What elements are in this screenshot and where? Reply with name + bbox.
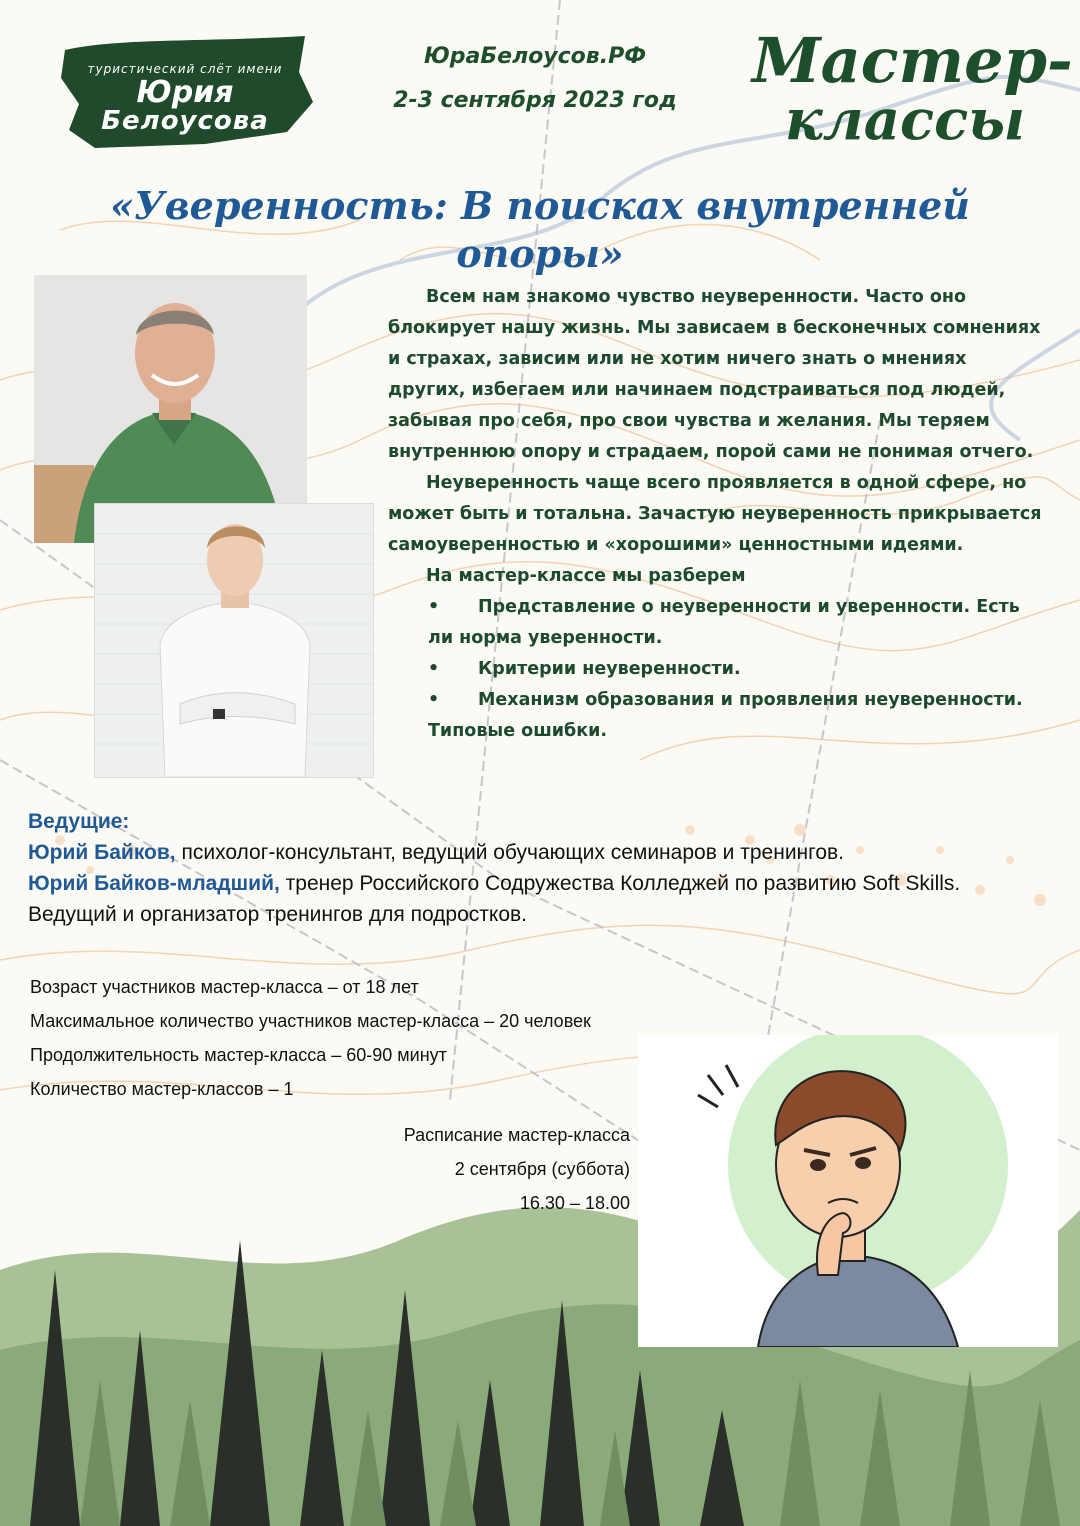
logo (60, 40, 310, 134)
host-1-name: Юрий Байков, (28, 841, 176, 864)
logo-name-first: Юрия (136, 75, 234, 110)
host-1 (28, 837, 1048, 868)
hosts-label: Ведущие: (28, 810, 130, 833)
count-info: Количество мастер-классов – 1 (30, 1079, 294, 1099)
list-item-text: Механизм образования и проявления неуверенности. Типовые ошибки. (428, 690, 1023, 741)
list-item-text: Представление о неуверенности и уверенности. Есть ли норма уверенности. (428, 597, 1020, 648)
host-2 (28, 868, 1048, 930)
description-paragraph-3: На мастер-классе мы разберем (426, 566, 746, 586)
schedule-date: 2 сентября (суббота) (454, 1159, 630, 1179)
description-paragraph-1: Всем нам знакомо чувство неуверенности. Часто оно блокирует нашу жизнь. Мы зависаем в бесконечных сомнениях и страхах, зависим или не хотим ничего знать о мнениях других, избегаем или начинаем подстраиваться под людей, забывая про себя, про свои чувства и желания. Мы теряем внутреннюю опору и страдаем, порой сами не понимая отчего. (388, 287, 1041, 462)
page-title: «Уверенность: В поисках внутренней опоры» (110, 183, 970, 276)
list-item (388, 685, 1048, 747)
bullet-mark: • (428, 659, 440, 679)
schedule-time: 16.30 – 18.00 (519, 1193, 630, 1213)
event-dates: 2-3 сентября 2023 год (393, 88, 677, 113)
logo-name-last: Белоусова (101, 106, 269, 136)
max-participants-info: Максимальное количество участников мастер-класса – 20 человек (30, 1011, 591, 1031)
list-item (388, 654, 1048, 685)
logo-subtitle: туристический слёт имени (87, 62, 283, 76)
badge-line2: классы (784, 87, 1026, 153)
description-paragraph-2: Неуверенность чаще всего проявляется в одной сфере, но может быть и тотальна. Зачастую неуверенность прикрывается самоуверенностью и «хорошими» ценностными идеями. (388, 473, 1042, 555)
host-2-name: Юрий Байков-младший, (28, 872, 280, 895)
schedule (340, 1118, 630, 1220)
bullet-mark: • (428, 690, 440, 710)
bullet-mark: • (428, 597, 440, 617)
badge-line1: Мастер- (752, 24, 1073, 97)
site-name: ЮраБелоусов.РФ (423, 44, 647, 69)
worried-person-illustration (638, 1035, 1058, 1347)
age-info: Возраст участников мастер-класса – от 18 лет (30, 977, 419, 997)
duration-info: Продолжительность мастер-класса – 60-90 минут (30, 1045, 447, 1065)
list-item-text: Критерии неуверенности. (478, 659, 741, 679)
hosts-section (28, 806, 1048, 930)
list-item (388, 592, 1048, 654)
host-photo-junior (94, 503, 374, 778)
schedule-title: Расписание мастер-класса (403, 1125, 630, 1145)
description (388, 282, 1048, 747)
host-2-description: тренер Российского Содружества Колледжей по развитию Soft Skills. Ведущий и организатор тренингов для подростков. (28, 872, 961, 926)
host-1-description: психолог-консультант, ведущий обучающих семинаров и тренингов. (175, 841, 845, 864)
